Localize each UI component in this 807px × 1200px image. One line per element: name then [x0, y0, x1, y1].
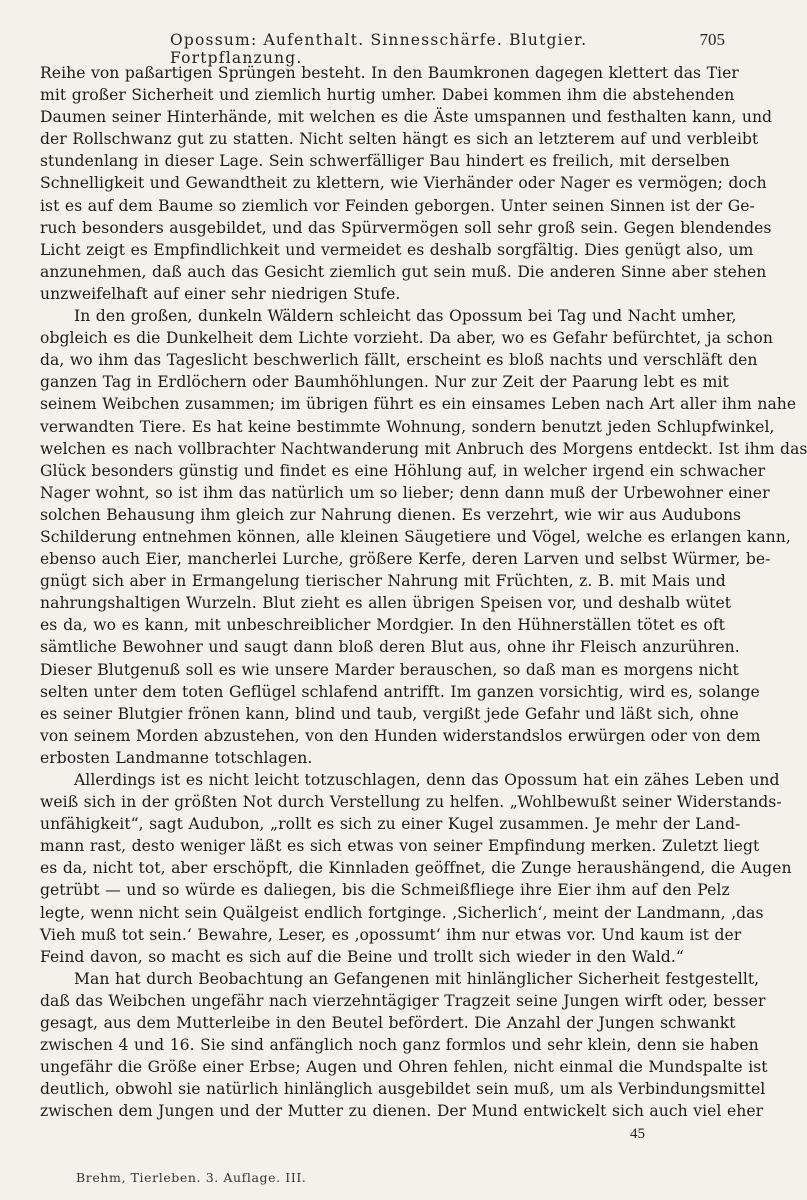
- text-line: Man hat durch Beobachtung an Gefangenen mit hinlänglicher Sicherheit festgestellt,: [74, 969, 760, 988]
- text-line: sämtliche Bewohner und saugt dann bloß deren Blut aus, ohne ihr Fleisch anzurühren.: [40, 638, 740, 657]
- text-line: Reihe von paßartigen Sprüngen besteht. In den Baumkronen dagegen klettert das Tier: [40, 64, 739, 82]
- text-line: gesagt, aus dem Mutterleibe in den Beutel befördert. Die Anzahl der Jungen schwankt: [40, 1014, 736, 1033]
- text-line: ganzen Tag in Erdlöchern oder Baumhöhlungen. Nur zur Zeit der Paarung lebt es mit: [40, 373, 729, 392]
- paragraph: [40, 62, 773, 305]
- text-line: zwischen dem Jungen und der Mutter zu dienen. Der Mund entwickelt sich auch viel eher: [40, 1102, 764, 1121]
- footer-imprint: Brehm, Tierleben. 3. Auflage. III.: [76, 1170, 307, 1185]
- paragraph: [40, 305, 807, 769]
- text-line: daß das Weibchen ungefähr nach vierzehntägiger Tragzeit seine Jungen wirft oder, besser: [40, 991, 766, 1010]
- text-line: Vieh muß tot sein.‘ Bewahre, Leser, es ‚opossumt‘ ihm nur etwas vor. Und kaum ist der: [40, 925, 742, 944]
- text-line: von seinem Morden abzustehen, von den Hunden widerstandslos erwürgen oder von dem: [40, 726, 761, 745]
- text-line: unzweifelhaft auf einer sehr niedrigen Stufe.: [40, 284, 401, 303]
- text-line: solchen Behausung ihm gleich zur Nahrung dienen. Es verzehrt, wie wir aus Audubons: [40, 505, 742, 524]
- text-line: es seiner Blutgier frönen kann, blind und taub, vergißt jede Gefahr und läßt sich, ohne: [40, 704, 739, 723]
- text-line: erbosten Landmanne totschlagen.: [40, 748, 313, 767]
- paragraph: [40, 769, 792, 968]
- body-text: [40, 62, 807, 1123]
- text-line: es da, wo es kann, mit unbeschreiblicher Mordgier. In den Hühnerställen tötet es oft: [40, 616, 725, 635]
- text-line: ebenso auch Eier, mancherlei Lurche, größere Kerfe, deren Larven und selbst Würmer, be-: [40, 550, 771, 569]
- text-line: ruch besonders ausgebildet, und das Spürvermögen soll sehr groß sein. Gegen blendendes: [40, 218, 772, 237]
- text-line: Feind davon, so macht es sich auf die Beine und trollt sich wieder in den Wald.“: [40, 947, 684, 966]
- text-line: Nager wohnt, so ist ihm das natürlich um so lieber; denn dann muß der Urbewohner einer: [40, 483, 770, 502]
- text-line: Daumen seiner Hinterhände, mit welchen es die Äste umspannen und festhalten kann, und: [40, 108, 773, 127]
- text-line: weiß sich in der größten Not durch Verstellung zu helfen. „Wohlbewußt seiner Widerstands-: [40, 793, 782, 812]
- text-line: stundenlang in dieser Lage. Sein schwerfälliger Bau hindert es freilich, mit derselben: [40, 152, 730, 171]
- text-line: Dieser Blutgenuß soll es wie unsere Marder berauschen, so daß man es morgens nicht: [40, 660, 739, 679]
- text-line: Schnelligkeit und Gewandtheit zu klettern, wie Vierhänder oder Nager es vermögen; doch: [40, 174, 767, 193]
- text-line: ungefähr die Größe einer Erbse; Augen und Ohren fehlen, nicht einmal die Mundspalte ist: [40, 1058, 768, 1077]
- text-line: unfähigkeit“, sagt Audubon, „rollt es sich zu einer Kugel zusammen. Je mehr der Land-: [40, 815, 741, 834]
- page-number: 705: [699, 30, 725, 49]
- text-line: es da, nicht tot, aber erschöpft, die Kinnladen geöffnet, die Zunge heraushängend, die Augen: [40, 859, 792, 878]
- text-line: anzunehmen, daß auch das Gesicht ziemlich gut sein muß. Die anderen Sinne aber stehen: [40, 262, 767, 281]
- text-line: seinem Weibchen zusammen; im übrigen führt es ein einsames Leben nach Art aller ihm nahe: [40, 395, 797, 414]
- text-line: Licht zeigt es Empfindlichkeit und vermeidet es deshalb sorgfältig. Dies genügt also, um: [40, 240, 754, 259]
- text-line: Allerdings ist es nicht leicht totzuschlagen, denn das Opossum hat ein zähes Leben und: [74, 771, 780, 789]
- text-line: mit großer Sicherheit und ziemlich hurtig umher. Dabei kommen ihm die abstehenden: [40, 86, 735, 105]
- text-line: der Rollschwanz gut zu statten. Nicht selten hängt es sich an letzterem auf und verbleibt: [40, 130, 759, 149]
- paragraph: [40, 968, 768, 1123]
- text-line: da, wo ihm das Tageslicht beschwerlich fällt, erscheint es bloß nachts und verschläft den: [40, 351, 758, 370]
- signature-mark: 45: [630, 1126, 645, 1142]
- text-line: selten unter dem toten Geflügel schlafend antrifft. Im ganzen vorsichtig, wird es, solange: [40, 682, 760, 701]
- text-line: zwischen 4 und 16. Sie sind anfänglich noch ganz formlos und sehr klein, denn sie haben: [40, 1036, 759, 1055]
- text-line: Glück besonders günstig und findet es eine Höhlung auf, in welcher irgend ein schwacher: [40, 461, 766, 480]
- running-head: [42, 30, 725, 67]
- text-line: mann rast, desto weniger läßt es sich etwas von seiner Empfindung merken. Zuletzt liegt: [40, 837, 760, 856]
- text-line: obgleich es die Dunkelheit dem Lichte vorzieht. Da aber, wo es Gefahr befürchtet, ja schon: [40, 329, 773, 348]
- text-line: In den großen, dunkeln Wäldern schleicht das Opossum bei Tag und Nacht umher,: [74, 307, 737, 326]
- text-line: getrübt — und so würde es daliegen, bis die Schmeißfliege ihre Eier ihm auf den Pelz: [40, 881, 730, 900]
- text-line: Schilderung entnehmen können, alle kleinen Säugetiere und Vögel, welche es erlangen kann,: [40, 527, 791, 546]
- text-line: gnügt sich aber in Ermangelung tierischer Nahrung mit Früchten, z. B. mit Mais und: [40, 572, 726, 591]
- text-line: welchen es nach vollbrachter Nachtwanderung mit Anbruch des Morgens entdeckt. Ist ihm das: [40, 439, 807, 458]
- text-line: legte, wenn nicht sein Quälgeist endlich fortginge. ‚Sicherlich‘, meint der Landmann, ‚das: [40, 903, 764, 922]
- text-line: nahrungshaltigen Wurzeln. Blut zieht es allen übrigen Speisen vor, und deshalb wütet: [40, 594, 732, 613]
- running-title: Opossum: Aufenthalt. Sinnesschärfe. Blutgier. Fortpflanzung.: [170, 31, 588, 67]
- text-line: verwandten Tiere. Es hat keine bestimmte Wohnung, sondern benutzt jeden Schlupfwinkel,: [40, 417, 775, 436]
- text-line: deutlich, obwohl sie natürlich hinlänglich ausgebildet sein muß, um als Verbindungsmittel: [40, 1080, 766, 1099]
- text-line: ist es auf dem Baume so ziemlich vor Feinden geborgen. Unter seinen Sinnen ist der Ge-: [40, 196, 755, 215]
